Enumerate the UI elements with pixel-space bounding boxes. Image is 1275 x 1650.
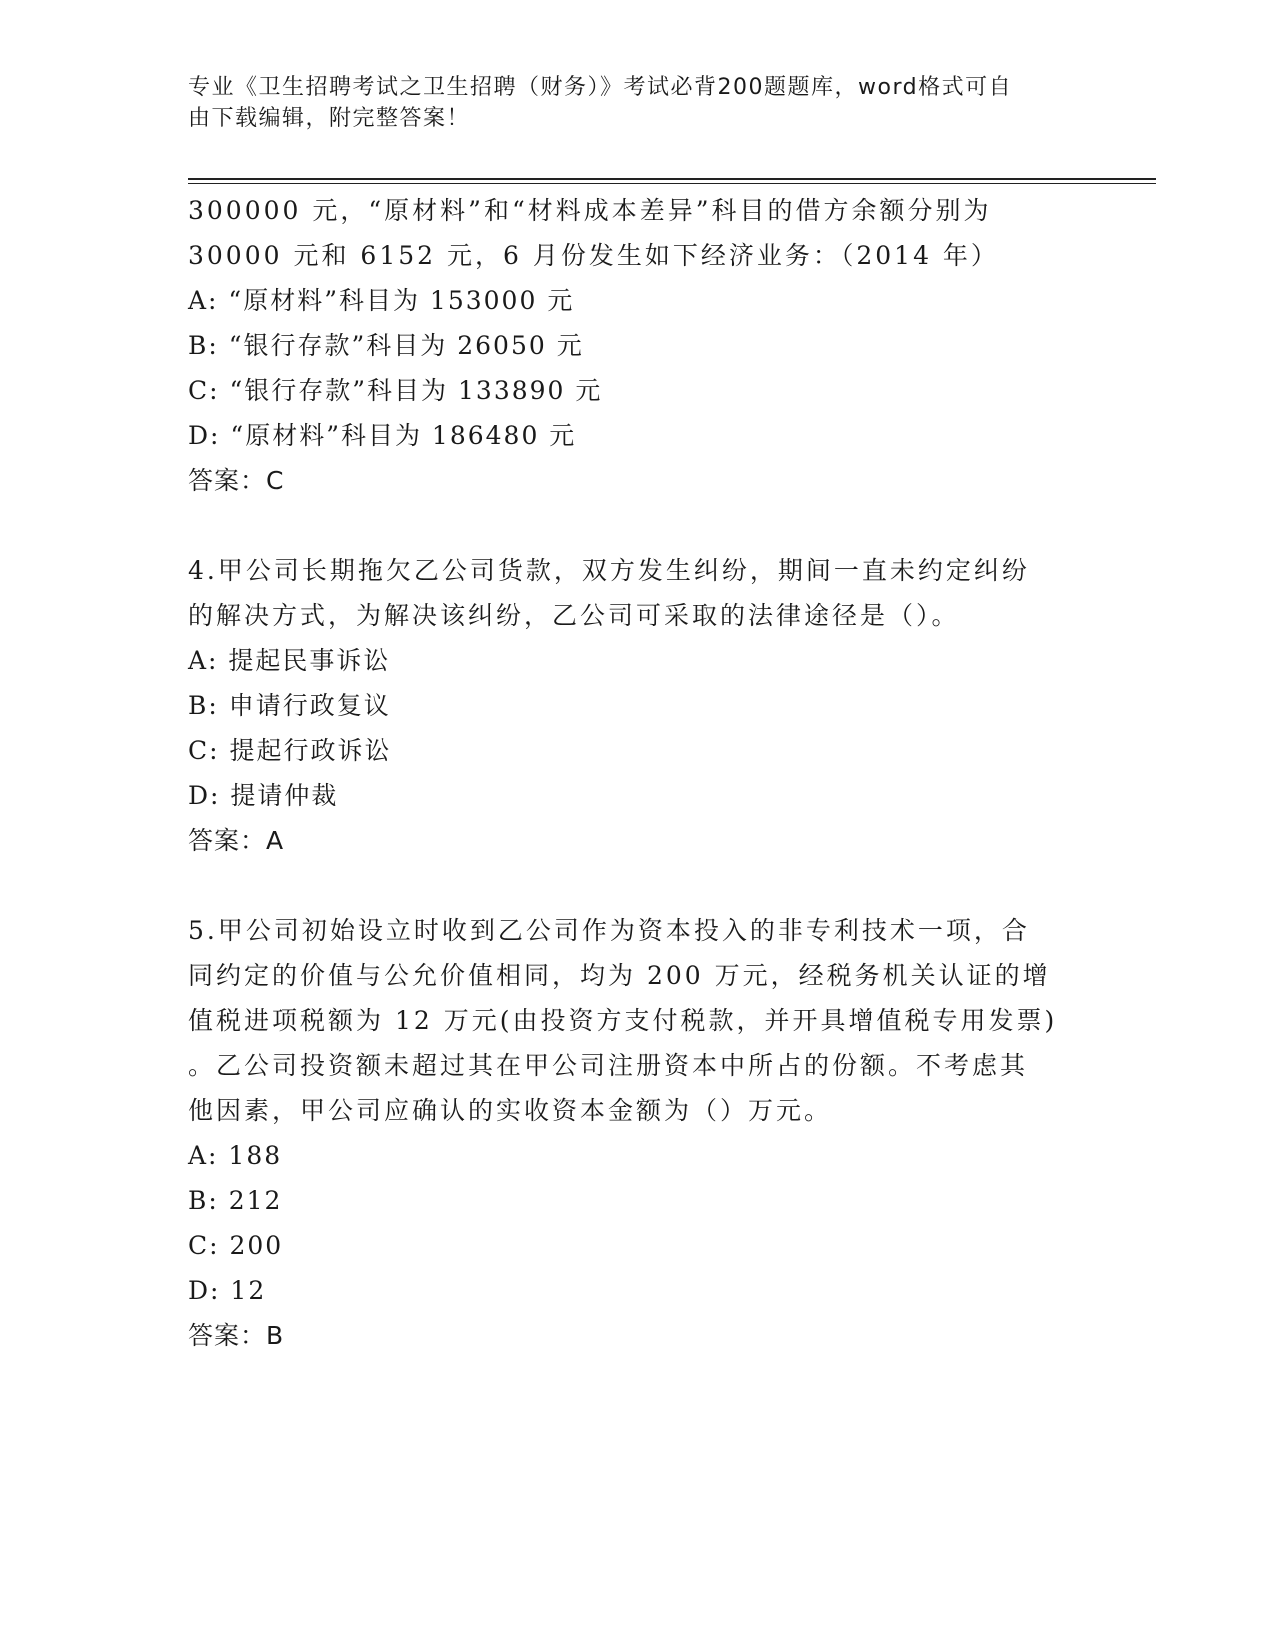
question-4-stem bbox=[188, 548, 1088, 638]
question-5-option-c: C: 200 bbox=[188, 1231, 284, 1260]
question-5-stem-line: 同约定的价值与公允价值相同，均为 200 万元，经税务机关认证的增 bbox=[188, 961, 1051, 990]
question-4-option-a: A: 提起民事诉讼 bbox=[188, 646, 391, 675]
question-3-option-c: C: “银行存款”科目为 133890 元 bbox=[188, 376, 603, 405]
header-line-2: 由下载编辑，附完整答案！ bbox=[188, 106, 471, 131]
header-rule-thin bbox=[188, 183, 1156, 184]
question-5-stem-line: 。乙公司投资额未超过其在甲公司注册资本中所占的份额。不考虑其 bbox=[188, 1051, 1029, 1080]
question-3-option-a: A: “原材料”科目为 153000 元 bbox=[188, 286, 575, 315]
document-header bbox=[188, 72, 1088, 134]
question-4 bbox=[188, 548, 1088, 863]
question-4-stem-line: 4.甲公司长期拖欠乙公司货款，双方发生纠纷，期间一直未约定纠纷 bbox=[188, 556, 1030, 585]
question-3-answer: 答案：C bbox=[188, 466, 285, 495]
question-4-option-d: D: 提请仲裁 bbox=[188, 781, 339, 810]
question-5-stem bbox=[188, 908, 1088, 1133]
question-4-option-b: B: 申请行政复议 bbox=[188, 691, 391, 720]
question-3-option-d: D: “原材料”科目为 186480 元 bbox=[188, 421, 577, 450]
question-5-stem-line: 值税进项税额为 12 万元(由投资方支付税款，并开具增值税专用发票) bbox=[188, 1006, 1058, 1035]
question-4-answer: 答案：A bbox=[188, 826, 285, 855]
question-5-option-d: D: 12 bbox=[188, 1276, 267, 1305]
question-5-option-a: A: 188 bbox=[188, 1141, 283, 1170]
question-3-stem bbox=[188, 188, 1088, 278]
question-4-option-c: C: 提起行政诉讼 bbox=[188, 736, 392, 765]
question-3 bbox=[188, 188, 1088, 503]
header-rule-thick bbox=[188, 178, 1156, 180]
question-3-option-b: B: “银行存款”科目为 26050 元 bbox=[188, 331, 584, 360]
question-5-answer: 答案：B bbox=[188, 1321, 285, 1350]
question-5-option-b: B: 212 bbox=[188, 1186, 283, 1215]
header-line-1: 专业《卫生招聘考试之卫生招聘（财务）》考试必背200题题库，word格式可自 bbox=[188, 75, 1013, 100]
question-5 bbox=[188, 908, 1088, 1358]
question-3-stem-line: 300000 元，“原材料”和“材料成本差异”科目的借方余额分别为 bbox=[188, 196, 992, 225]
question-5-stem-line: 5.甲公司初始设立时收到乙公司作为资本投入的非专利技术一项，合 bbox=[188, 916, 1030, 945]
question-list bbox=[188, 188, 1088, 1358]
question-3-stem-line: 30000 元和 6152 元，6 月份发生如下经济业务：（2014 年） bbox=[188, 241, 999, 270]
spacer bbox=[188, 863, 1088, 908]
question-4-stem-line: 的解决方式，为解决该纠纷，乙公司可采取的法律途径是（）。 bbox=[188, 601, 960, 630]
spacer bbox=[188, 503, 1088, 548]
question-5-stem-line: 他因素，甲公司应确认的实收资本金额为（）万元。 bbox=[188, 1096, 833, 1125]
